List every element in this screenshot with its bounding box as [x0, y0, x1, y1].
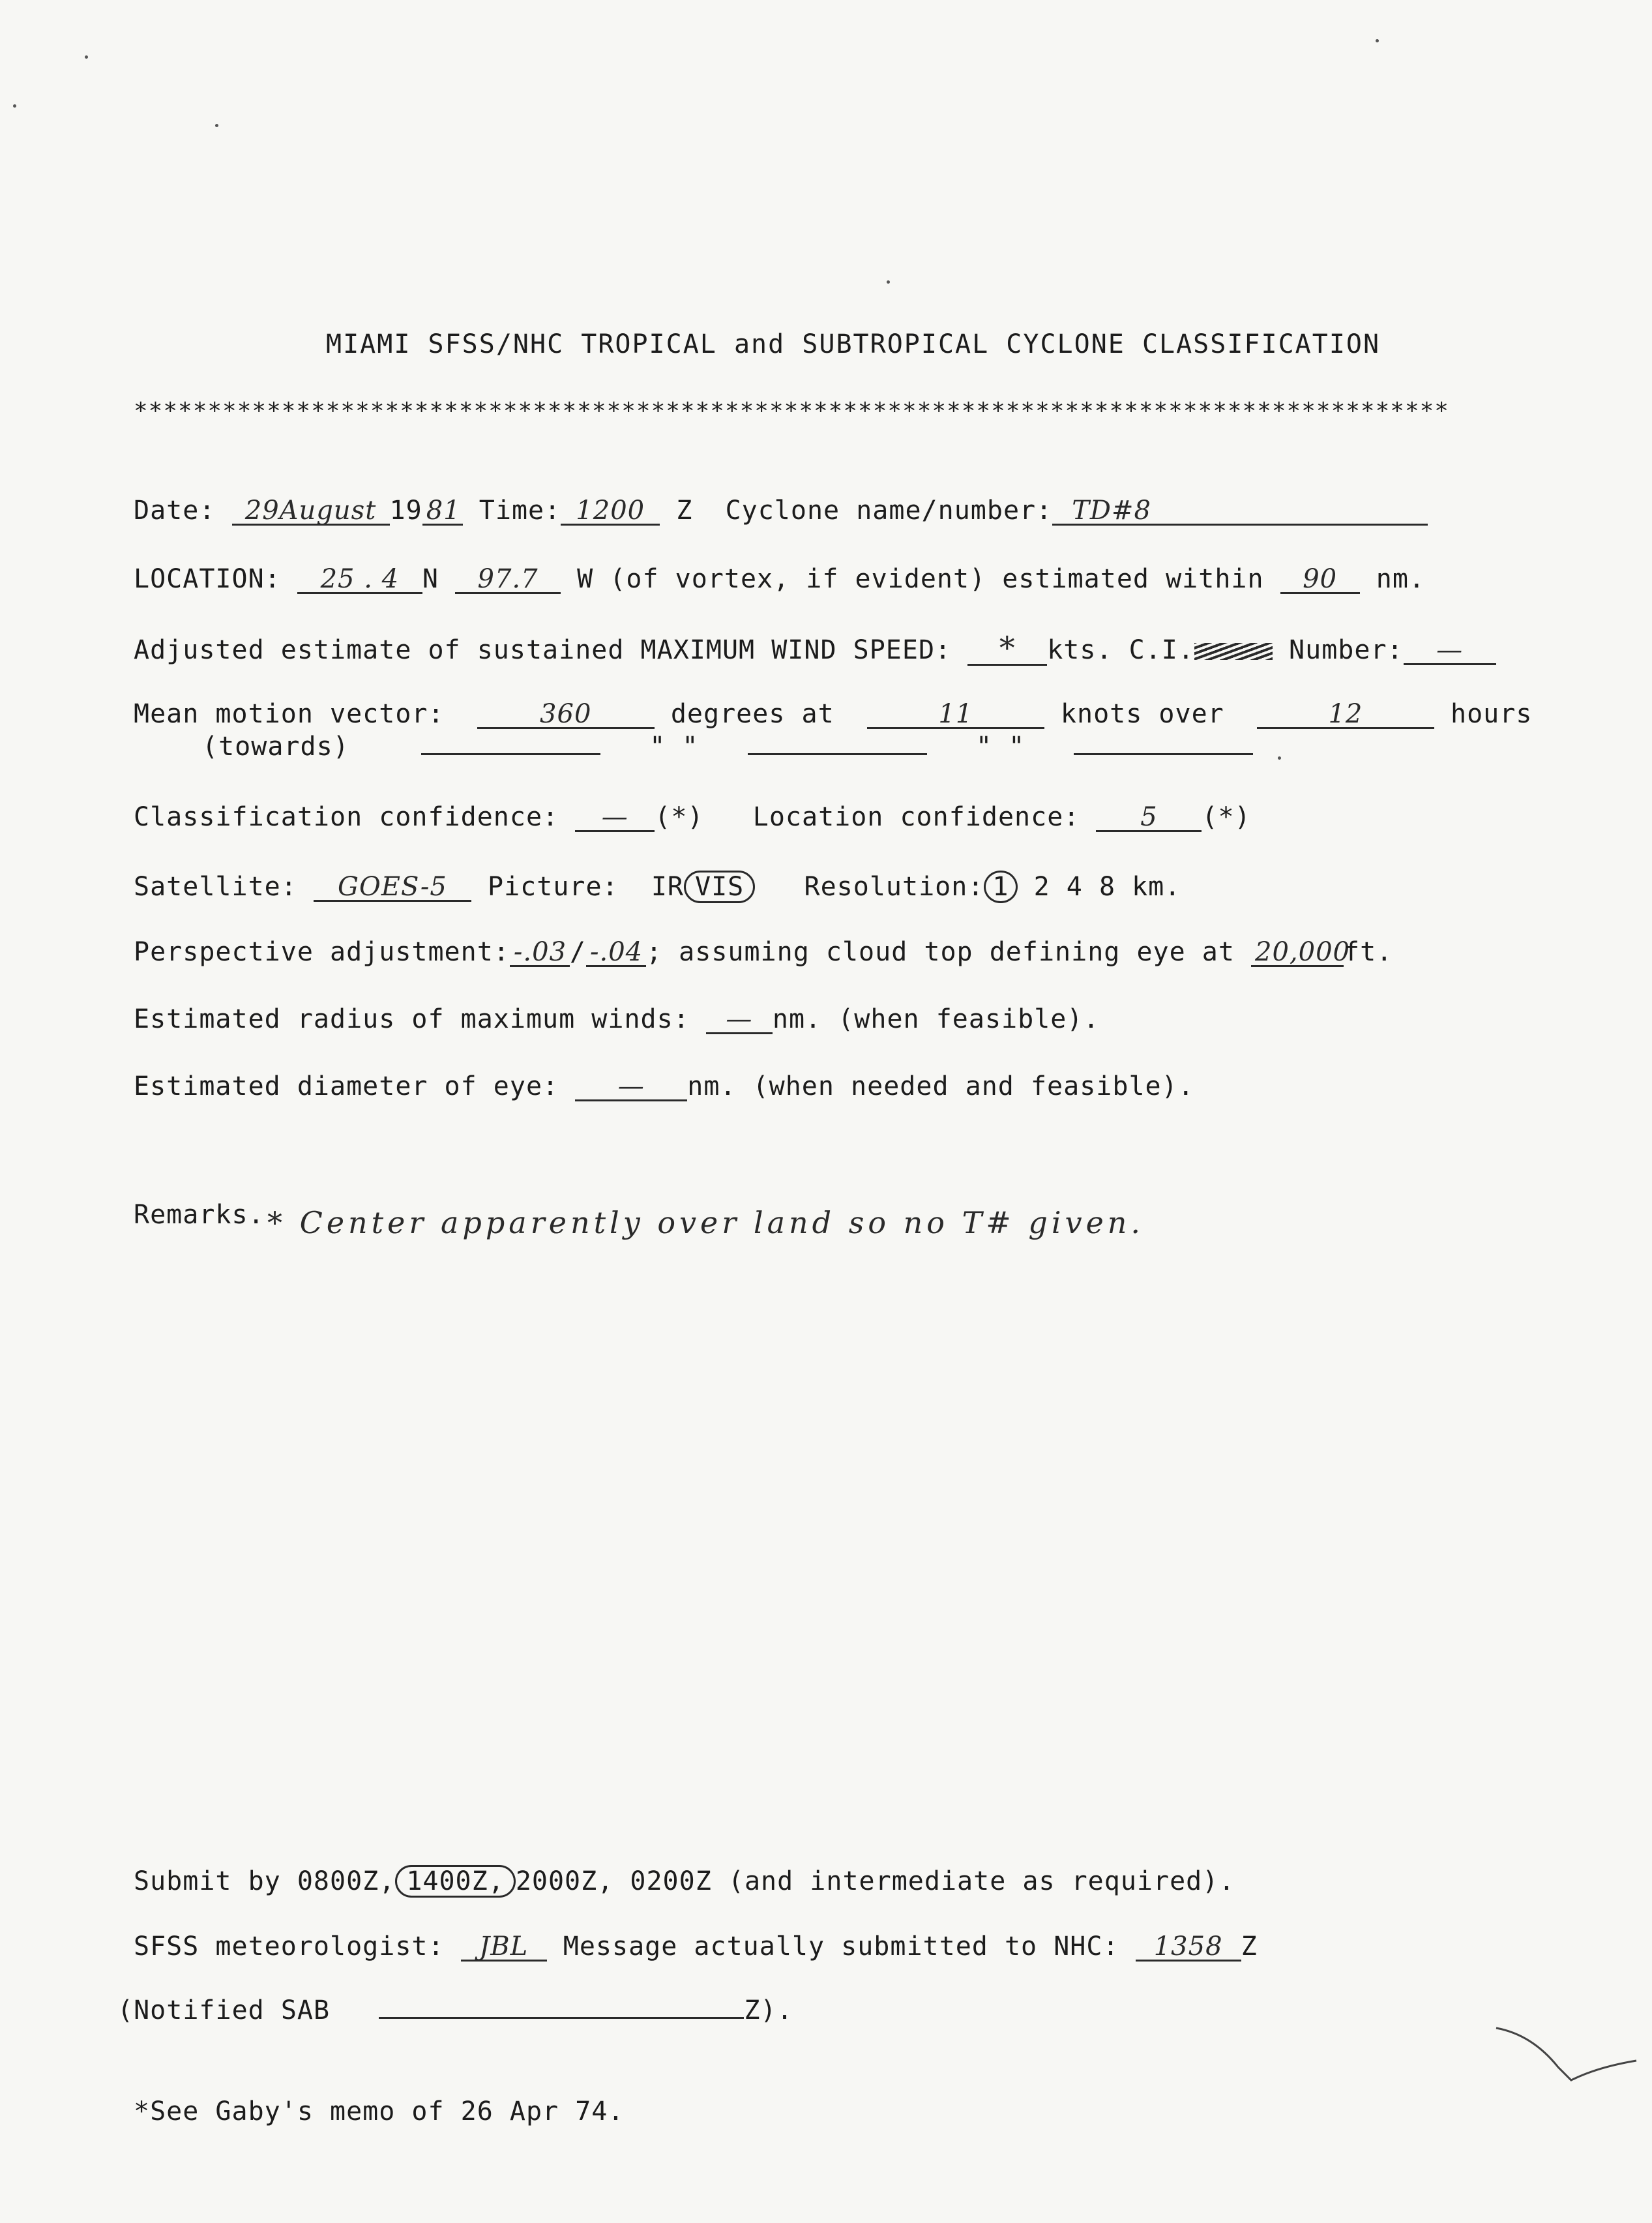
radius-suffix: nm. (when feasible). [772, 1004, 1100, 1034]
resolution-others: 2 4 8 km. [1033, 872, 1181, 902]
speck [887, 280, 890, 284]
message-time-field[interactable]: 1358 [1136, 1933, 1241, 1962]
message-label: Message actually submitted to NHC: [563, 1932, 1119, 1962]
row-motion-towards [202, 732, 1253, 762]
message-z: Z [1241, 1932, 1258, 1962]
row-submit [134, 1865, 1235, 1898]
kts-label: kts. [1047, 635, 1113, 665]
meteorologist-field[interactable]: JBL [461, 1933, 547, 1962]
towards-knots-field[interactable] [748, 732, 927, 755]
row-date [134, 496, 1428, 526]
row-perspective [134, 937, 1393, 967]
pen-stroke [1493, 2022, 1643, 2093]
degrees-label: degrees at [670, 699, 834, 729]
date-field[interactable]: 29August [232, 498, 390, 526]
time-label: Time: [479, 496, 561, 526]
row-eye [134, 1071, 1194, 1101]
picture-vis-circled[interactable]: VIS [684, 871, 755, 903]
within-nm: nm. [1376, 564, 1426, 594]
number-label: Number: [1289, 635, 1404, 665]
time-z: Z [676, 496, 693, 526]
cloud-height-field[interactable]: 20,000 [1251, 939, 1344, 967]
motion-label: Mean motion vector: [134, 699, 445, 729]
perspective-text: ; assuming cloud top defining eye at [645, 937, 1235, 967]
picture-label: Picture: [488, 872, 619, 902]
row-notified [117, 1995, 793, 2025]
towards-hours-field[interactable] [1074, 732, 1253, 755]
year-prefix: 19 [389, 496, 422, 526]
class-conf-field[interactable]: — [575, 804, 655, 832]
ci-label: C.I. [1128, 635, 1194, 665]
remarks-label: Remarks. [134, 1200, 265, 1230]
loc-conf-label: Location confidence: [752, 802, 1080, 832]
loc-conf-star: (*) [1202, 802, 1251, 832]
hours-label: hours [1451, 699, 1533, 729]
lat-n: N [422, 564, 439, 594]
meteorologist-label: SFSS meteorologist: [134, 1932, 445, 1962]
class-conf-star: (*) [655, 802, 704, 832]
row-confidence [134, 802, 1251, 832]
satellite-label: Satellite: [134, 872, 297, 902]
footnote: *See Gaby's memo of 26 Apr 74. [134, 2096, 625, 2126]
perspective-slash: / [569, 937, 586, 967]
divider: ***************************************************************************************** [134, 398, 1449, 425]
towards-degrees-field[interactable] [421, 732, 600, 755]
resolution-1-circled[interactable]: 1 [984, 871, 1017, 903]
ditto-degrees: " " [649, 732, 699, 762]
resolution-label: Resolution: [804, 872, 984, 902]
notified-label: (Notified SAB [117, 1995, 331, 2025]
number-field[interactable]: — [1404, 637, 1496, 665]
form-title: MIAMI SFSS/NHC TROPICAL and SUBTROPICAL CYCLONE CLASSIFICATION [326, 329, 1381, 359]
speck [1278, 756, 1281, 760]
row-radius [134, 1004, 1100, 1034]
notified-suffix: Z). [744, 1995, 793, 2025]
time-field[interactable]: 1200 [561, 498, 660, 526]
cyclone-label: Cyclone name/number: [725, 496, 1053, 526]
degrees-field[interactable]: 360 [477, 701, 655, 729]
speck [13, 104, 16, 108]
wind-label: Adjusted estimate of sustained MAXIMUM WIND SPEED: [134, 635, 952, 665]
lon-w-text: W (of vortex, if evident) estimated within [577, 564, 1264, 594]
eye-suffix: nm. (when needed and feasible). [687, 1071, 1194, 1101]
submit-suffix: 2000Z, 0200Z (and intermediate as required). [515, 1866, 1235, 1896]
crossed-out-scribble [1194, 643, 1273, 660]
speck [85, 55, 88, 59]
perspective-b-field[interactable]: -.04 [586, 939, 646, 967]
location-label: LOCATION: [134, 564, 281, 594]
knots-field[interactable]: 11 [867, 701, 1044, 729]
row-satellite [134, 871, 1181, 903]
within-field[interactable]: 90 [1280, 566, 1360, 594]
perspective-label: Perspective adjustment: [134, 937, 510, 967]
row-wind [134, 630, 1496, 666]
perspective-a-field[interactable]: -.03 [510, 939, 570, 967]
ditto-knots: " " [975, 732, 1025, 762]
notified-field[interactable] [379, 1996, 744, 2019]
row-motion [134, 699, 1532, 729]
submit-prefix: Submit by 0800Z, [134, 1866, 396, 1896]
speck [215, 124, 218, 127]
radius-label: Estimated radius of maximum winds: [134, 1004, 690, 1034]
picture-ir[interactable]: IR [651, 872, 685, 902]
eye-field[interactable]: — [575, 1073, 687, 1101]
knots-label: knots over [1060, 699, 1224, 729]
loc-conf-field[interactable]: 5 [1096, 804, 1202, 832]
satellite-field[interactable]: GOES-5 [314, 874, 471, 902]
row-location [134, 564, 1425, 594]
longitude-field[interactable]: 97.7 [455, 566, 561, 594]
remarks-text[interactable]: * Center apparently over land so no T# given. [267, 1205, 1145, 1240]
hours-field[interactable]: 12 [1257, 701, 1434, 729]
latitude-field[interactable]: 25 . 4 [297, 566, 422, 594]
radius-field[interactable]: — [706, 1006, 773, 1034]
eye-label: Estimated diameter of eye: [134, 1071, 559, 1101]
year-field[interactable]: 81 [422, 498, 463, 526]
wind-speed-field[interactable]: * [967, 633, 1047, 666]
towards-label: (towards) [202, 732, 349, 762]
cyclone-field[interactable]: TD#8 [1052, 498, 1428, 526]
ft-label: ft. [1344, 937, 1393, 967]
date-label: Date: [134, 496, 216, 526]
submit-circled-time[interactable]: 1400Z, [395, 1865, 516, 1898]
speck [1376, 39, 1379, 42]
row-meteorologist [134, 1932, 1258, 1962]
class-conf-label: Classification confidence: [134, 802, 559, 832]
